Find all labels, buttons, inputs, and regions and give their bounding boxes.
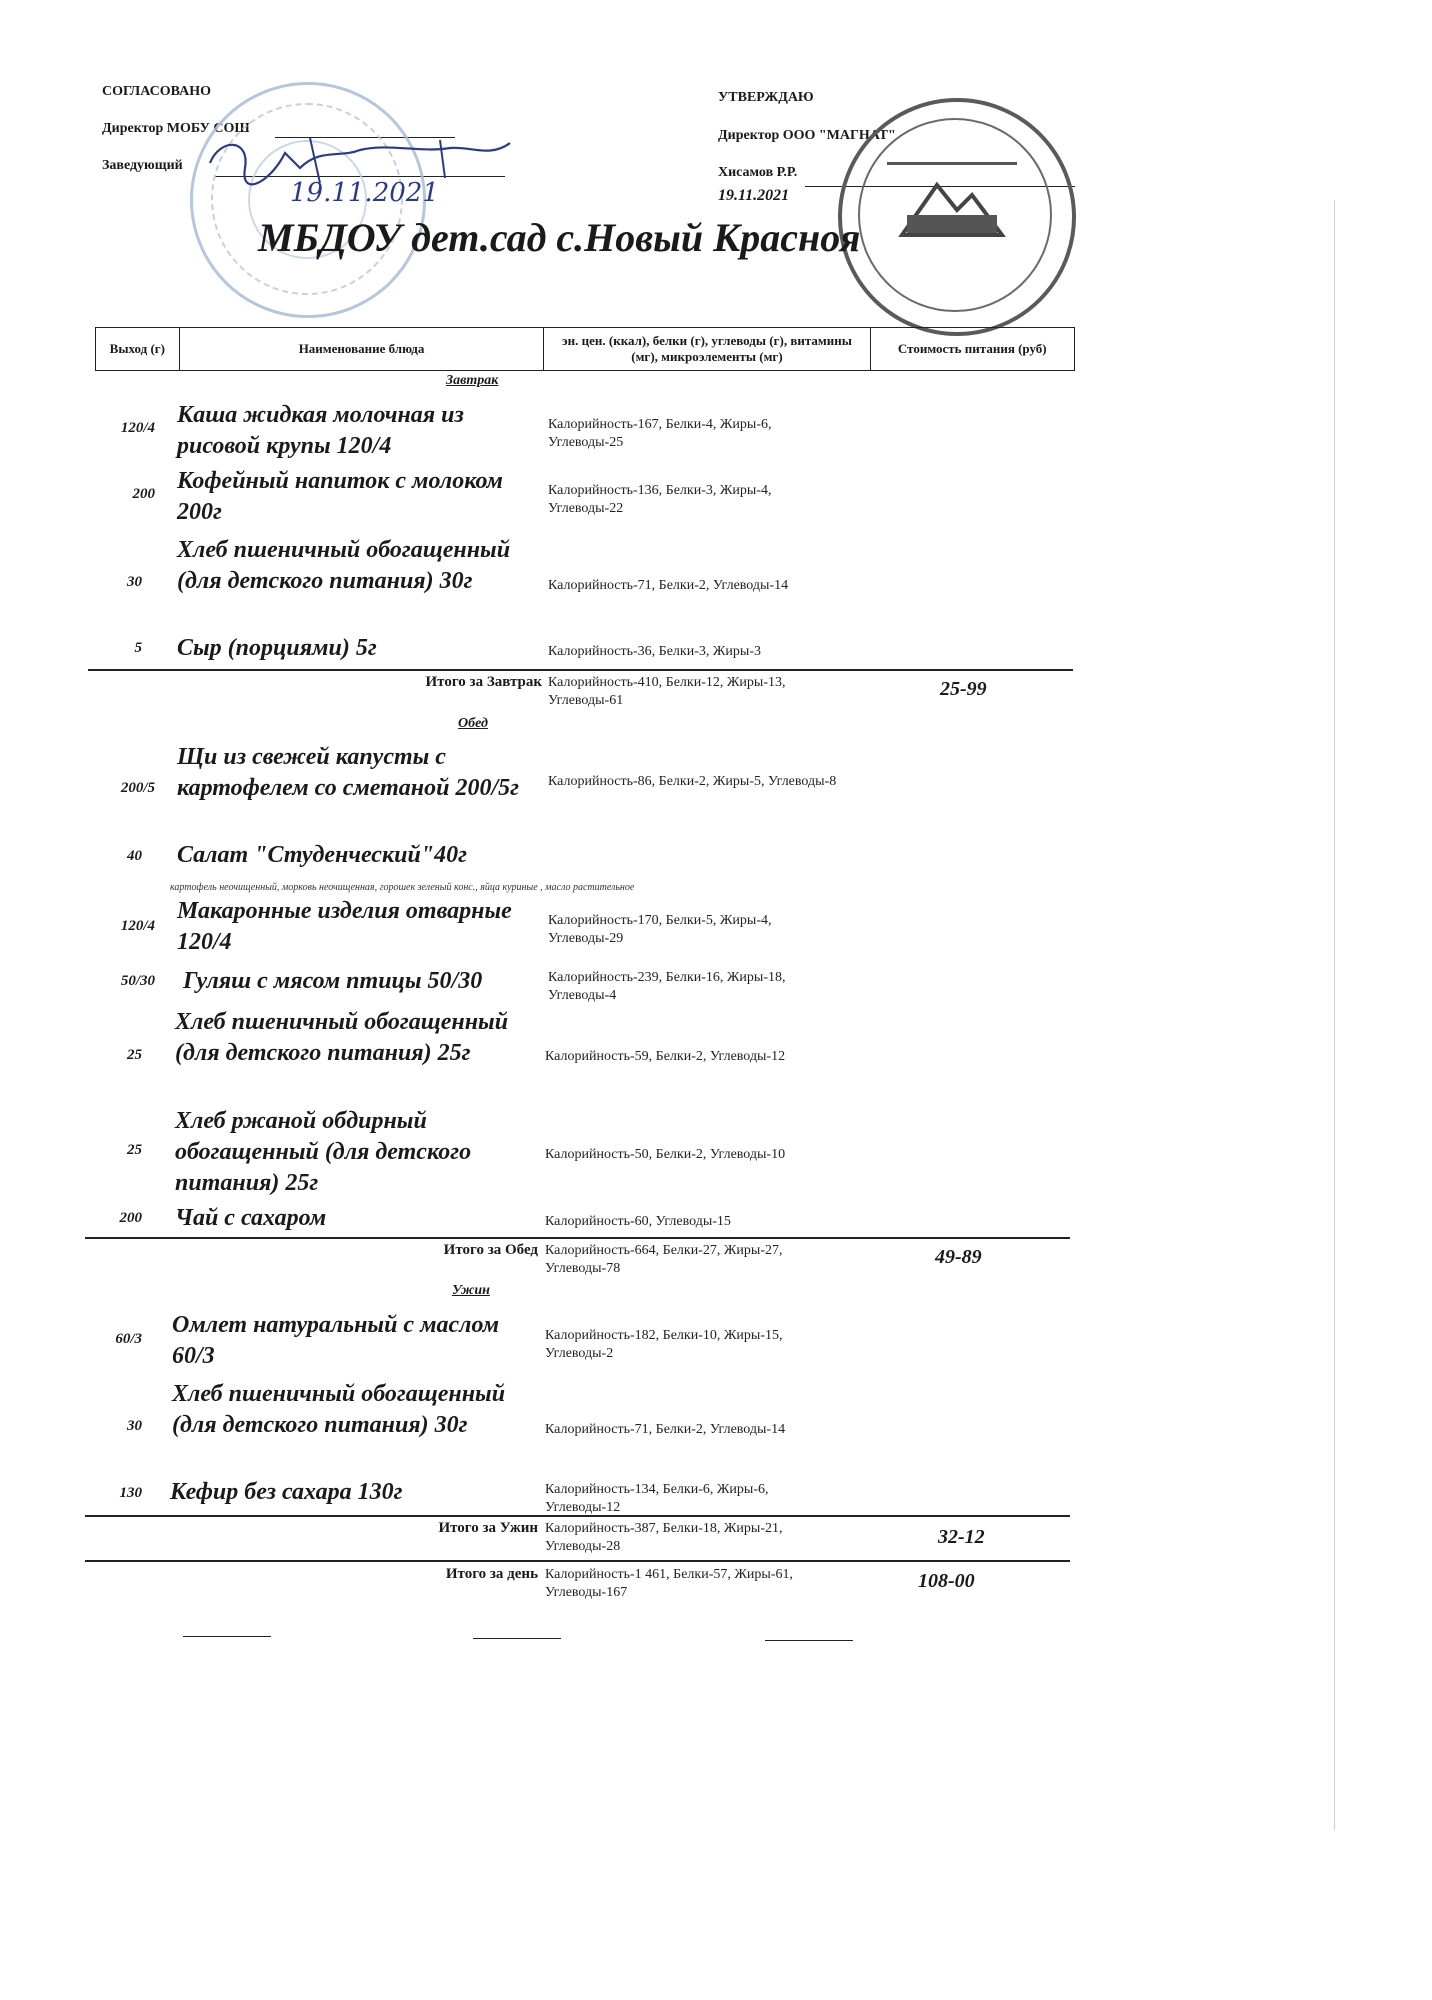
- dish-nutrition: Калорийность-36, Белки-3, Жиры-3: [548, 644, 761, 659]
- qty: 120/4: [120, 918, 155, 934]
- section-lunch: Обед: [458, 716, 488, 731]
- dish-name: Макаронные изделия отварные 120/4: [177, 898, 512, 955]
- breakfast-total-label: Итого за Завтрак: [425, 674, 542, 690]
- page-title: МБДОУ дет.сад с.Новый Красноя: [258, 215, 861, 260]
- qty: 25: [127, 1047, 142, 1063]
- lunch-price: 49-89: [935, 1246, 982, 1268]
- qty: 200: [119, 1210, 142, 1226]
- dish-nutrition: Калорийность-71, Белки-2, Углеводы-14: [545, 1422, 786, 1437]
- dinner-total-label: Итого за Ужин: [438, 1520, 538, 1536]
- dish-nutrition: Калорийность-71, Белки-2, Углеводы-14: [548, 578, 789, 593]
- approval-left-director: Директор МОБУ СОШ: [102, 121, 250, 136]
- salad-ingredients-note: картофель неочищенный, морковь неочищенная, горошек зеленый конс., яйца куриные , масло растительное: [170, 882, 635, 893]
- dish-nutrition: Калорийность-136, Белки-3, Жиры-4, Углеводы-22: [548, 483, 772, 516]
- dish-name: Хлеб пшеничный обогащенный (для детского питания) 30г: [172, 1381, 506, 1438]
- column-header-table: [95, 327, 1075, 371]
- qty: 120/4: [120, 420, 155, 436]
- day-price: 108-00: [918, 1570, 975, 1592]
- day-total-nutrition: Калорийность-1 461, Белки-57, Жиры-61, Углеводы-167: [545, 1567, 793, 1600]
- dish-name: Хлеб пшеничный обогащенный (для детского питания) 25г: [175, 1009, 509, 1066]
- breakfast-total-nutrition: Калорийность-410, Белки-12, Жиры-13, Углеводы-61: [548, 675, 786, 708]
- dish-nutrition: Калорийность-50, Белки-2, Углеводы-10: [545, 1147, 786, 1162]
- company-seal: [838, 98, 1076, 336]
- approval-left-head: Заведующий: [102, 158, 183, 173]
- col-nutrition: эн. цен. (ккал), белки (г), углеводы (г), витамины (мг), микроэлементы (мг): [544, 328, 870, 371]
- qty: 40: [127, 848, 142, 864]
- dish-name: Кофейный напиток с молоком 200г: [177, 468, 503, 525]
- day-total-label: Итого за день: [445, 1566, 538, 1582]
- dish-name: Гуляш с мясом птицы 50/30: [183, 968, 483, 994]
- dish-name: Каша жидкая молочная из рисовой крупы 120/4: [177, 402, 464, 459]
- dish-name: Чай с сахаром: [175, 1205, 327, 1231]
- dinner-total-nutrition: Калорийность-387, Белки-18, Жиры-21, Углеводы-28: [545, 1521, 783, 1554]
- signature-date: 19.11.2021: [290, 178, 439, 208]
- dish-nutrition: Калорийность-167, Белки-4, Жиры-6, Углеводы-25: [548, 417, 772, 450]
- dish-nutrition: Калорийность-239, Белки-16, Жиры-18, Углеводы-4: [548, 970, 786, 1003]
- qty: 200: [132, 486, 155, 502]
- qty: 25: [127, 1142, 142, 1158]
- qty: 60/3: [115, 1331, 142, 1347]
- dish-name: Салат "Студенческий"40г: [177, 842, 467, 868]
- qty: 130: [119, 1485, 142, 1501]
- approval-right-name: Хисамов Р.Р.: [718, 165, 798, 180]
- approval-right-director: Директор ООО "МАГНАТ": [718, 128, 896, 143]
- col-dish: Наименование блюда: [179, 328, 544, 371]
- dish-name: Хлеб пшеничный обогащенный (для детского питания) 30г: [177, 537, 511, 594]
- dish-nutrition: Калорийность-170, Белки-5, Жиры-4, Углеводы-29: [548, 913, 772, 946]
- dinner-price: 32-12: [938, 1526, 985, 1548]
- breakfast-price: 25-99: [940, 678, 987, 700]
- approval-right-date: 19.11.2021: [718, 187, 790, 204]
- section-breakfast: Завтрак: [446, 373, 499, 388]
- dish-name: Сыр (порциями) 5г: [177, 635, 377, 661]
- col-cost: Стоимость питания (руб): [870, 328, 1074, 371]
- qty: 50/30: [120, 973, 155, 989]
- section-dinner: Ужин: [452, 1283, 490, 1298]
- approval-left-heading: СОГЛАСОВАНО: [102, 84, 211, 99]
- dish-nutrition: Калорийность-134, Белки-6, Жиры-6, Углеводы-12: [545, 1482, 769, 1515]
- dish-name: Омлет натуральный с маслом 60/3: [172, 1312, 500, 1369]
- qty: 30: [127, 1418, 142, 1434]
- dish-nutrition: Калорийность-60, Углеводы-15: [545, 1214, 731, 1229]
- qty: 200/5: [120, 780, 155, 796]
- dish-nutrition: Калорийность-86, Белки-2, Жиры-5, Углеводы-8: [548, 774, 837, 789]
- col-yield: Выход (г): [96, 328, 180, 371]
- lunch-total-nutrition: Калорийность-664, Белки-27, Жиры-27, Углеводы-78: [545, 1243, 783, 1276]
- dish-name: Щи из свежей капусты с картофелем со сметаной 200/5г: [177, 744, 519, 801]
- mountain-logo-icon: [887, 165, 1017, 245]
- qty: 30: [127, 574, 142, 590]
- approval-right-heading: УТВЕРЖДАЮ: [718, 90, 814, 105]
- dish-nutrition: Калорийность-182, Белки-10, Жиры-15, Углеводы-2: [545, 1328, 783, 1361]
- dish-name: Кефир без сахара 130г: [170, 1479, 403, 1505]
- qty: 5: [134, 640, 142, 656]
- dish-name: Хлеб ржаной обдирный обогащенный (для детского питания) 25г: [175, 1108, 472, 1196]
- dish-nutrition: Калорийность-59, Белки-2, Углеводы-12: [545, 1049, 786, 1064]
- lunch-total-label: Итого за Обед: [443, 1242, 538, 1258]
